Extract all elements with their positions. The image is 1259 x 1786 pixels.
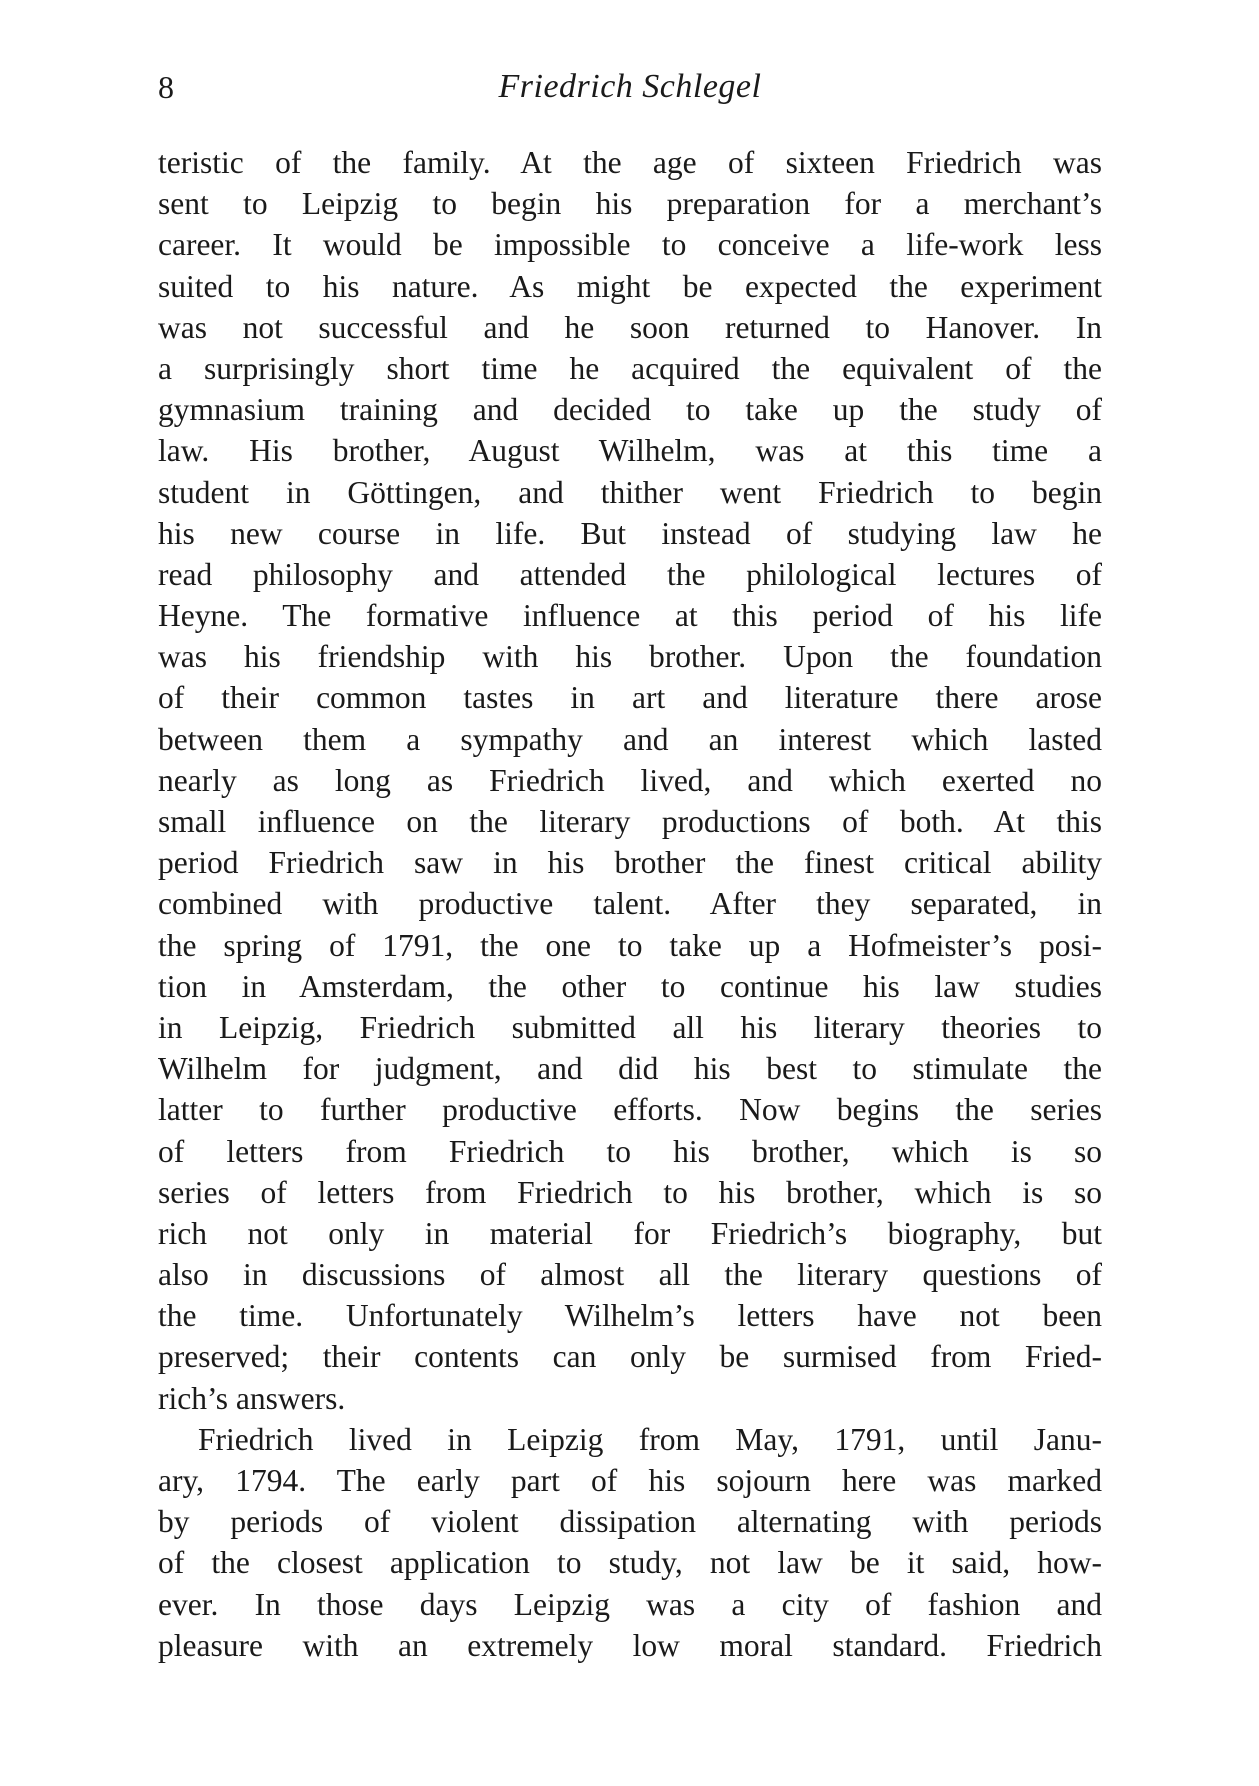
- text-line: the time. Unfortunately Wilhelm’s letters have not been: [158, 1298, 1102, 1334]
- text-line: period Friedrich saw in his brother the finest critical ability: [158, 845, 1102, 881]
- text-line: pleasure with an extremely low moral standard. Friedrich: [158, 1627, 1102, 1663]
- paragraph-1: [158, 142, 1102, 1419]
- text-line: small influence on the literary productions of both. At this: [158, 804, 1102, 839]
- text-line: law. His brother, August Wilhelm, was at this time a: [158, 433, 1102, 469]
- text-line: by periods of violent dissipation alternating with periods: [158, 1504, 1102, 1540]
- text-line: of their common tastes in art and literature there arose: [158, 680, 1102, 716]
- text-line: of letters from Friedrich to his brother, which is so: [158, 1133, 1102, 1169]
- running-head: [158, 62, 1102, 112]
- text-line: rich’s answers.: [158, 1380, 346, 1416]
- text-line: between them a sympathy and an interest which lasted: [158, 721, 1102, 757]
- paragraph-2: [158, 1419, 1102, 1666]
- text-line: his new course in life. But instead of studying law he: [158, 515, 1102, 551]
- text-line: preserved; their contents can only be surmised from Fried-: [158, 1339, 1102, 1375]
- text-line: was not successful and he soon returned to Hanover. In: [158, 309, 1102, 345]
- text-line: in Leipzig, Friedrich submitted all his literary theories to: [158, 1009, 1102, 1045]
- text-line: the spring of 1791, the one to take up a Hofmeister’s posi-: [158, 927, 1102, 963]
- text-line: ary, 1794. The early part of his sojourn here was marked: [158, 1463, 1102, 1498]
- text-line: combined with productive talent. After they separated, in: [158, 886, 1102, 922]
- text-line: latter to further productive efforts. Now begins the series: [158, 1092, 1102, 1128]
- text-line: also in discussions of almost all the literary questions of: [158, 1257, 1102, 1293]
- text-line: student in Göttingen, and thither went Friedrich to begin: [158, 474, 1102, 510]
- text-line: of the closest application to study, not law be it said, how-: [158, 1545, 1102, 1581]
- text-line: Heyne. The formative influence at this period of his life: [158, 598, 1102, 634]
- text-line: rich not only in material for Friedrich’s biography, but: [158, 1215, 1102, 1251]
- text-line: suited to his nature. As might be expected the experiment: [158, 268, 1102, 304]
- text-line: read philosophy and attended the philological lectures of: [158, 556, 1102, 592]
- body-text: [158, 142, 1102, 1666]
- text-line: ever. In those days Leipzig was a city of fashion and: [158, 1586, 1102, 1622]
- text-line: was his friendship with his brother. Upon the foundation: [158, 639, 1102, 675]
- text-line: gymnasium training and decided to take up the study of: [158, 392, 1102, 428]
- text-line: career. It would be impossible to conceive a life-work less: [158, 227, 1102, 263]
- text-line: nearly as long as Friedrich lived, and which exerted no: [158, 762, 1102, 798]
- text-line: Friedrich lived in Leipzig from May, 1791, until Janu-: [198, 1421, 1102, 1457]
- text-line: tion in Amsterdam, the other to continue his law studies: [158, 968, 1102, 1004]
- text-line: series of letters from Friedrich to his brother, which is so: [158, 1174, 1102, 1210]
- page-number: 8: [158, 69, 174, 105]
- text-line: teristic of the family. At the age of sixteen Friedrich was: [158, 145, 1102, 180]
- text-line: Wilhelm for judgment, and did his best to stimulate the: [158, 1051, 1102, 1087]
- text-line: a surprisingly short time he acquired the equivalent of the: [158, 350, 1102, 386]
- text-line: sent to Leipzig to begin his preparation for a merchant’s: [158, 186, 1102, 222]
- running-title: Friedrich Schlegel: [498, 68, 762, 105]
